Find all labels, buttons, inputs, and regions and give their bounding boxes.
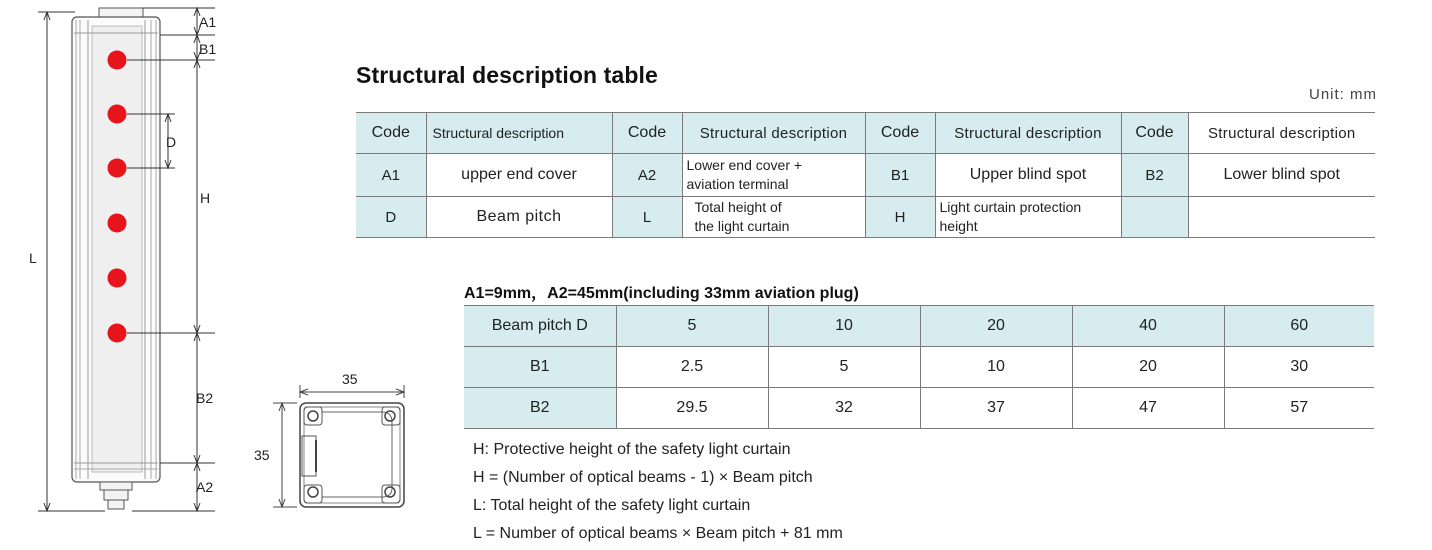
header-cell: Structural description	[426, 113, 612, 154]
page-title: Structural description table	[356, 62, 658, 88]
description-cell: upper end cover	[426, 154, 612, 197]
header-cell: Structural description	[682, 113, 865, 154]
header-cell: 20	[920, 306, 1072, 347]
description-cell: Light curtain protection height	[935, 197, 1121, 238]
label-l: L	[29, 250, 37, 266]
code-cell: B2	[1121, 154, 1188, 197]
beam-dot	[108, 324, 127, 343]
dimension-subtitle: A1=9mm，A2=45mm(including 33mm aviation plug)	[464, 285, 859, 302]
header-cell: Code	[865, 113, 935, 154]
note-line: H = (Number of optical beams - 1) × Beam pitch	[473, 469, 813, 486]
code-cell	[1121, 197, 1188, 238]
row-label-cell: B2	[464, 388, 616, 429]
beam-pitch-table	[464, 305, 1374, 429]
note-line: L: Total height of the safety light curtain	[473, 497, 751, 514]
header-cell: Beam pitch D	[464, 306, 616, 347]
table-row	[464, 388, 1374, 429]
label-a2: A2	[196, 479, 214, 495]
label-b2: B2	[196, 390, 214, 406]
table-row	[356, 154, 1375, 197]
header-cell: Code	[612, 113, 682, 154]
value-cell: 30	[1224, 347, 1374, 388]
description-cell	[1188, 197, 1375, 238]
table-row	[356, 197, 1375, 238]
row-label-cell: B1	[464, 347, 616, 388]
code-cell: A1	[356, 154, 426, 197]
description-cell: Beam pitch	[426, 197, 612, 238]
header-cell: 10	[768, 306, 920, 347]
code-cell: L	[612, 197, 682, 238]
header-cell: 5	[616, 306, 768, 347]
description-cell: Lower blind spot	[1188, 154, 1375, 197]
value-cell: 57	[1224, 388, 1374, 429]
header-cell: Structural description	[935, 113, 1121, 154]
table-header-row	[356, 113, 1375, 154]
label-section-width: 35	[342, 371, 358, 387]
value-cell: 2.5	[616, 347, 768, 388]
cross-section	[273, 385, 404, 507]
header-cell: Code	[356, 113, 426, 154]
beam-dot	[108, 269, 127, 288]
value-cell: 29.5	[616, 388, 768, 429]
code-cell: B1	[865, 154, 935, 197]
description-cell: Upper blind spot	[935, 154, 1121, 197]
beam-dot	[108, 159, 127, 178]
label-d: D	[166, 134, 177, 150]
code-cell: H	[865, 197, 935, 238]
header-cell: 60	[1224, 306, 1374, 347]
formula-notes	[473, 438, 843, 550]
value-cell: 5	[768, 347, 920, 388]
beam-dot	[108, 51, 127, 70]
label-b1: B1	[199, 41, 217, 57]
table-header-row	[464, 306, 1374, 347]
header-cell: Structural description	[1188, 113, 1375, 154]
description-cell: Lower end cover + aviation terminal	[682, 154, 865, 197]
description-cell: Total height of the light curtain	[682, 197, 865, 238]
header-cell: 40	[1072, 306, 1224, 347]
unit-label: Unit: mm	[1309, 86, 1377, 103]
beam-dot	[108, 214, 127, 233]
value-cell: 32	[768, 388, 920, 429]
code-cell: D	[356, 197, 426, 238]
table-row	[464, 347, 1374, 388]
label-a1: A1	[199, 14, 217, 30]
beam-dot	[108, 105, 127, 124]
label-h: H	[200, 190, 211, 206]
header-cell: Code	[1121, 113, 1188, 154]
light-curtain-body	[72, 17, 160, 482]
label-section-height: 35	[254, 447, 270, 463]
note-line: H: Protective height of the safety light curtain	[473, 441, 791, 458]
value-cell: 47	[1072, 388, 1224, 429]
value-cell: 20	[1072, 347, 1224, 388]
code-cell: A2	[612, 154, 682, 197]
value-cell: 37	[920, 388, 1072, 429]
note-line: L = Number of optical beams × Beam pitch + 81 mm	[473, 525, 843, 542]
value-cell: 10	[920, 347, 1072, 388]
structural-description-table	[356, 112, 1375, 238]
aviation-connector	[100, 482, 132, 509]
